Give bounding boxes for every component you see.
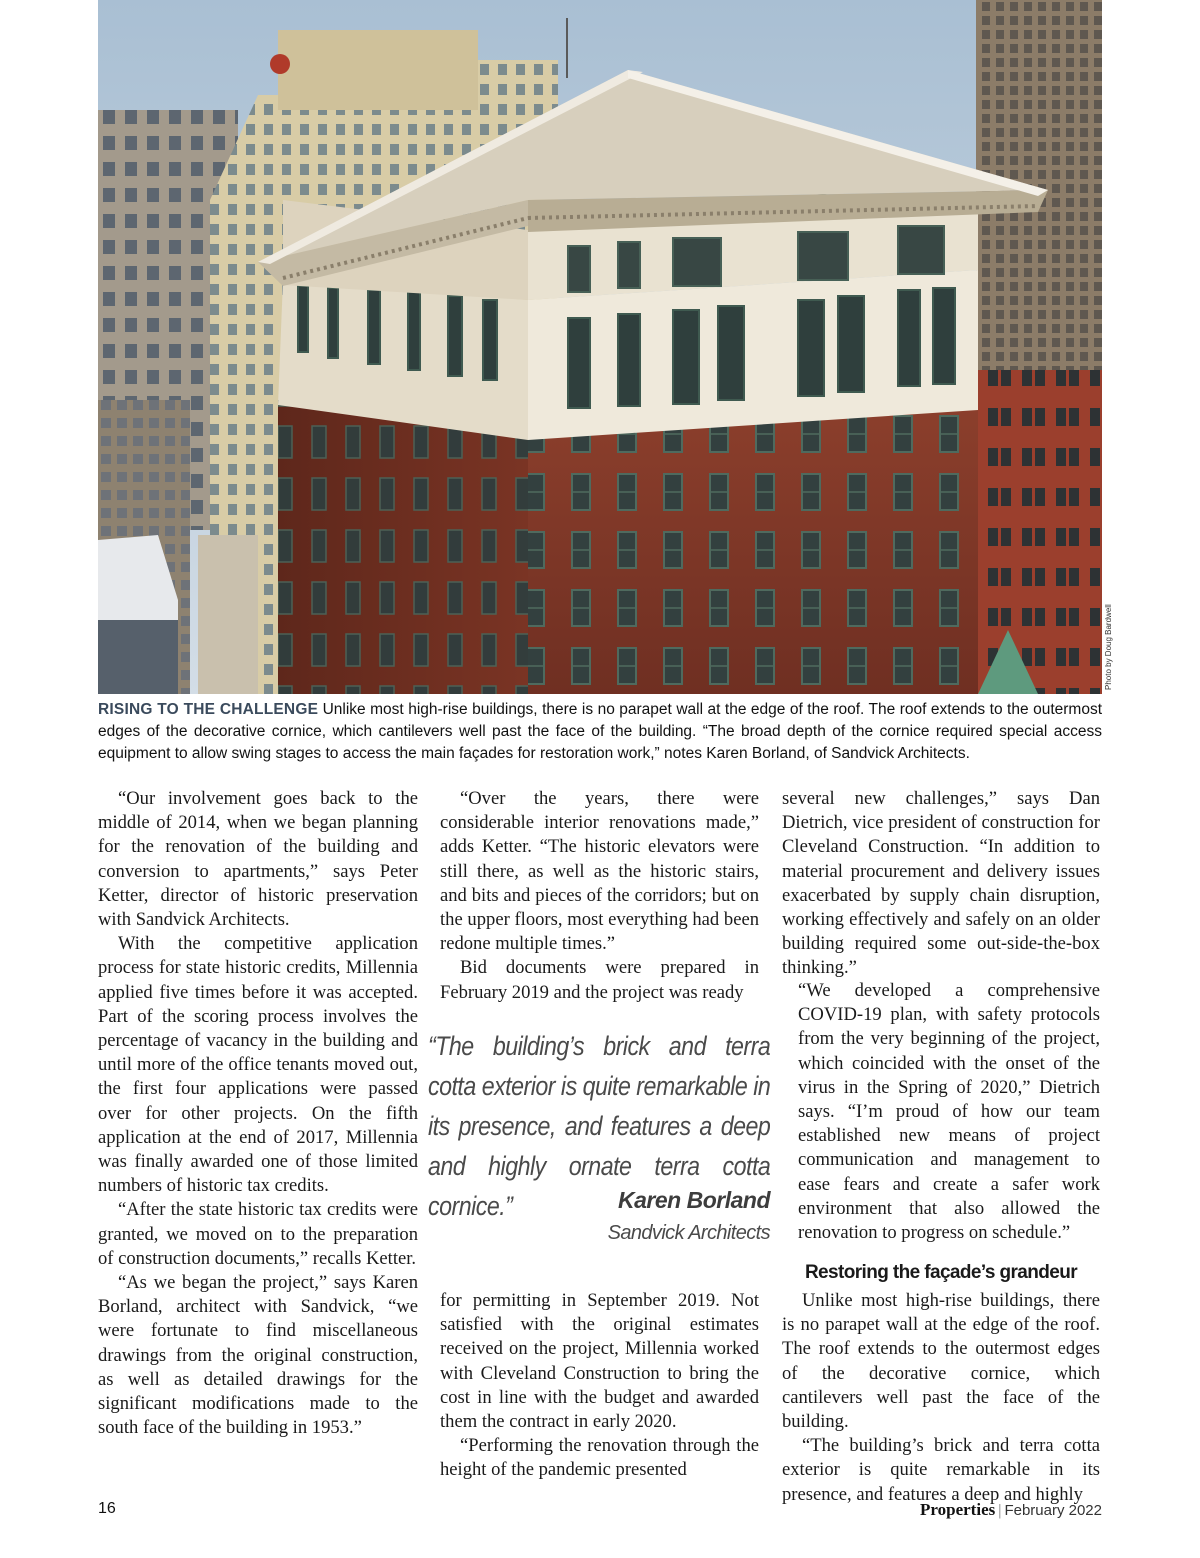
- paragraph: “The building’s brick and terra cotta exterior is quite remarkable in its presence, and features a deep and highly: [782, 1435, 1100, 1505]
- article-column-3-bottom: [782, 1289, 1100, 1507]
- paragraph: “After the state historic tax credits were granted, we moved on to the preparation of construction documents,” recalls Ketter.: [98, 1199, 418, 1269]
- building-illustration: [98, 0, 1102, 694]
- paragraph: “As we began the project,” says Karen Borland, architect with Sandvick, “we were fortunate to find miscellaneous drawings from the original construction, as well as detailed drawings for the significant modifications made to the south face of the building in 1953.”: [98, 1272, 418, 1439]
- paragraph: With the competitive application process for state historic credits, Millennia applied five times before it was accepted. Part of the scoring process involves the percentage of vacancy in the building and until more of the office tenants moved out, the first four applications were passed over for other projects. On the fifth application at the end of 2017, Millennia was finally awarded one of those limited numbers of historic tax credits.: [98, 933, 418, 1197]
- caption-text: Unlike most high-rise buildings, there is no parapet wall at the edge of the roof. The roof extends to the outermost edges of the decorative cornice, which cantilevers well past the face of the building. “The broad depth of the cornice required special access equipment to allow swing stages to access the main façades for restoration work,” notes Karen Borland, of Sandvick Architects.: [98, 701, 1103, 762]
- paragraph: “Performing the renovation through the height of the pandemic presented: [440, 1435, 759, 1481]
- pull-quote-attribution-org: Sandvick Architects: [607, 1222, 770, 1244]
- publication-name: Properties: [920, 1500, 996, 1519]
- paragraph: Unlike most high-rise buildings, there is no parapet wall at the edge of the roof. The roof extends to the outermost edges of the decorative cornice, which cantilevers well past the face of the building.: [782, 1290, 1100, 1433]
- paragraph: several new challenges,” says Dan Dietrich, vice president of construction for Cleveland Construction. “In addition to material procurement and delivery issues exacerbated by supply chain disruption, working effectively and safely on an older building required some out-side-the-box thinking.”: [782, 788, 1100, 979]
- article-column-1: [98, 787, 418, 1440]
- paragraph: “Our involvement goes back to the middle of 2014, when we began planning for the renovation of the building and conversion to apartments,” says Peter Ketter, director of historic preservation with Sandvick Architects.: [98, 788, 418, 931]
- page-number: 16: [98, 1500, 116, 1517]
- publication-footer: [920, 1500, 1102, 1520]
- article-column-3-quote: [798, 979, 1100, 1245]
- article-column-2-top: [440, 787, 759, 1005]
- photo-caption: [98, 699, 1102, 765]
- paragraph: Bid documents were prepared in February 2019 and the project was ready: [440, 957, 759, 1003]
- paragraph: “We developed a comprehensive COVID-19 plan, with safety protocols from the very beginning of the project, which coincided with the onset of the virus in the Spring of 2020,” Dietrich says. “I’m proud of how our team established new means of project communication and management to ease fears and create a safer work environment that also allowed the renovation to progress on schedule.”: [798, 980, 1100, 1244]
- paragraph: “Over the years, there were considerable interior renovations made,” adds Ketter. “The historic elevators were still there, as well as the historic stairs, and bits and pieces of the corridors; but on the upper floors, most everything had been redone multiple times.”: [440, 788, 759, 955]
- section-subhead: Restoring the façade’s grandeur: [804, 1262, 1078, 1283]
- issue-date: February 2022: [1004, 1502, 1102, 1519]
- article-column-2-bottom: [440, 1289, 759, 1483]
- caption-lead: RISING TO THE CHALLENGE: [98, 701, 319, 718]
- photo-credit: Photo by Doug Bardwell: [1104, 604, 1113, 690]
- article-column-3-top: [782, 787, 1100, 981]
- building-photo: [98, 0, 1102, 694]
- pull-quote: “The building’s brick and terra cotta exterior is quite remarkable in its presence, and features a deep and highly ornate terra cotta cornice.”: [428, 1031, 771, 1221]
- footer-separator: |: [998, 1502, 1002, 1519]
- paragraph: for permitting in September 2019. Not satisfied with the original estimates received on the project, Millennia worked with Cleveland Construction to bring the cost in line with the budget and awarded them the contract in early 2020.: [440, 1290, 759, 1433]
- pull-quote-attribution-name: Karen Borland: [618, 1187, 770, 1213]
